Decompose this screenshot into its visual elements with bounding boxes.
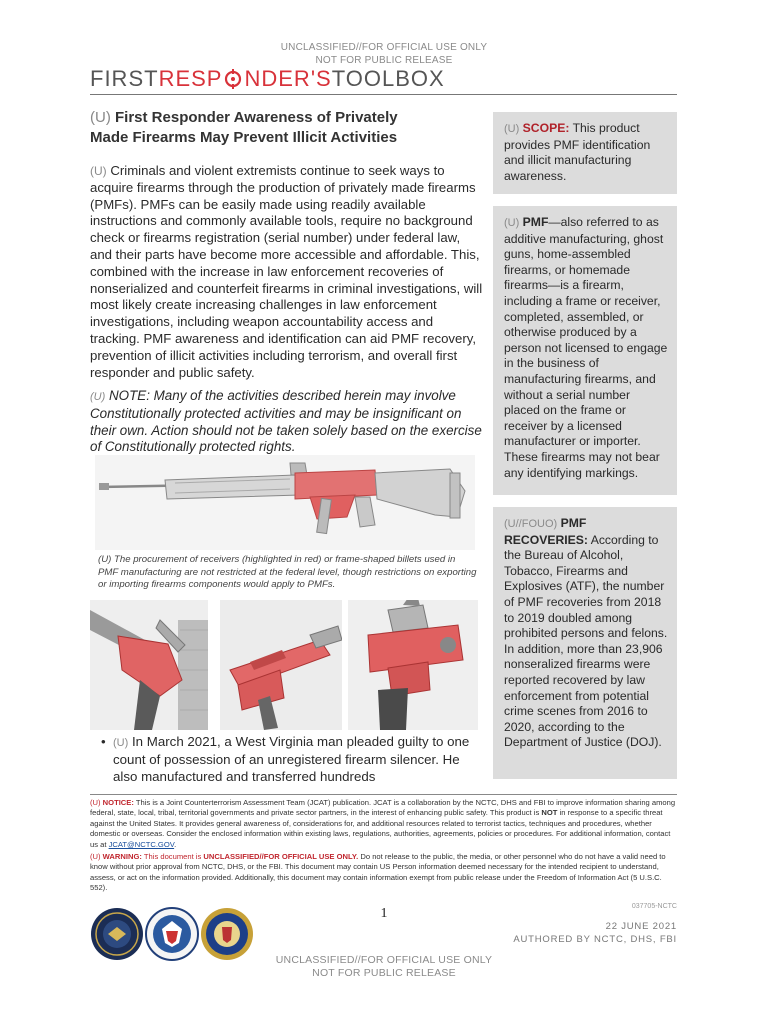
classification-line-bottom: UNCLASSIFIED//FOR OFFICIAL USE ONLY bbox=[275, 954, 493, 966]
title-line-2: Made Firearms May Prevent Illicit Activities bbox=[90, 129, 398, 146]
logo-text-toolbox: TOOLBOX bbox=[331, 66, 445, 91]
toolbox-logo bbox=[90, 66, 445, 92]
caption-text: The procurement of receivers (highlighted in red) or frame-shaped billets used in PMF manufacturing are not restricted at the federal level, though restrictions on exporting or importing firearms components would apply to PMFs. bbox=[98, 554, 477, 590]
classification-banner-bottom bbox=[0, 954, 768, 980]
intro-paragraph bbox=[90, 163, 485, 381]
rifle-image bbox=[95, 455, 475, 550]
scope-marking: (U) bbox=[504, 123, 520, 135]
logo-text-first: FIRST bbox=[90, 66, 159, 91]
note-marking: (U) bbox=[90, 391, 106, 403]
footer-divider bbox=[90, 794, 677, 795]
fbi-seal-icon bbox=[200, 907, 254, 961]
release-line-bottom: NOT FOR PUBLIC RELEASE bbox=[312, 967, 456, 979]
receiver-photo-3 bbox=[348, 600, 478, 730]
title-line-1: First Responder Awareness of Privately bbox=[115, 109, 398, 126]
pmf-definition-box bbox=[493, 206, 677, 495]
authored-by: AUTHORED BY NCTC, DHS, FBI bbox=[513, 934, 677, 945]
classification-line: UNCLASSIFIED//FOR OFFICIAL USE ONLY bbox=[280, 42, 488, 53]
intro-text: Criminals and violent extremists continue to seek ways to acquire firearms through the production of privately made firearms (PMFs). PMFs can be easily made using readily available instructions and commonly available tools, require no background check or firearms registration (serial number) under federal law, and their parts have become more accessible and affordable. This, combined with the increase in law enforcement recoveries of nonserialized and counterfeit firearms in criminal investigations, will most likely create increasing challenges in law enforcement investigations, including weapon accountability access and tracking. PMF awareness and identification can aid PMF recovery, prevention of illicit activities including terrorism, and overall first responder and public safety. bbox=[90, 163, 483, 380]
recoveries-label: PMF RECOVERIES: bbox=[504, 516, 588, 547]
notice-label: NOTICE: bbox=[102, 798, 134, 807]
release-line: NOT FOR PUBLIC RELEASE bbox=[315, 55, 453, 66]
warning-label: WARNING: bbox=[102, 852, 142, 862]
warning-red-text: This document is bbox=[143, 852, 202, 862]
page-title bbox=[90, 108, 480, 148]
caption-marking: (U) bbox=[98, 554, 112, 565]
logo-text-nders: NDER'S bbox=[244, 66, 332, 91]
page-number: 1 bbox=[380, 906, 388, 921]
image-caption bbox=[98, 554, 478, 592]
notice-paragraph: (U) NOTICE: This is a Joint Counterterrorism Assessment Team (JCAT) publication. JCAT is a collaboration by the NCTC, DHS and FBI to improve information sharing among federal, state, local, tribal, territorial governments and private sector partners, in the interest of enhancing public safety. This product is NOT in response to a specific threat against the United States. It provides general awareness of, considerations for, and additional resources related to terrorist tactics, techniques and procedures, whether domestic or overseas. Consider the enclosed information within existing laws, regulations, authorities, agreements, policies or procedures. For additional information, contact us at JCAT@NCTC.GOV. bbox=[90, 798, 676, 849]
note-text: NOTE: Many of the activities described herein may involve Constitutionally protected activities and may be insignificant on their own. Action should not be taken solely based on the exercise of Constitutionally protected rights. bbox=[90, 388, 482, 455]
notice-text-2: in response to a specific threat against the United States. It provides general awareness of, considerations for, and additional resources related to terrorist tactics, techniques and procedures, whether domestic or overseas. Consider the enclosed information within existing laws, regulations, authorities, agreements, policies or procedures. For additional information, contact us at bbox=[90, 808, 671, 849]
receiver-photo-2 bbox=[220, 600, 342, 730]
bullet-marking: (U) bbox=[113, 737, 129, 749]
warning-marking: (U) bbox=[90, 852, 101, 862]
document-code: 037705-NCTC bbox=[631, 903, 677, 910]
warning-text: Do not release to the public, the media, or other personnel who do not have a valid need to know without prior approval from NCTC, DHS, or the FBI. This document may contain US Person information deemed necessary for the intended recipient to understand, assess, or act on the information provided. Additionally, this document may contain information exempt from public release under the Freedom of Information Act (5 U.S.C. 552). bbox=[90, 852, 666, 893]
notice-text-1: This is a Joint Counterterrorism Assessment Team (JCAT) publication. JCAT is a collaboration by the NCTC, DHS and FBI to improve information sharing among federal, state, local, tribal, territorial governments and private sector partners, in the interest of enhancing public safety. This product is bbox=[90, 798, 676, 818]
notice-not: NOT bbox=[541, 808, 558, 818]
note-paragraph bbox=[90, 388, 485, 456]
logo-text-resp: RESP bbox=[158, 66, 223, 91]
notice-marking: (U) bbox=[90, 798, 101, 807]
title-marking: (U) bbox=[90, 109, 111, 126]
dhs-seal-icon bbox=[145, 907, 199, 961]
scope-label: SCOPE: bbox=[522, 121, 570, 135]
pmf-text-block bbox=[504, 215, 669, 481]
pmf-marking: (U) bbox=[504, 217, 520, 229]
pmf-text: —also referred to as additive manufacturing, ghost guns, home-assembled firearms, or homemade firearms—is a firearm, including a frame or receiver, completed, assembled, or otherwise produced by a person not licensed to engage in the business of manufacturing firearms, and without a serial number placed on the frame or receiver by a licensed manufacturer or importer. These firearms may not bear any identifying markings. bbox=[504, 215, 668, 480]
bullet-dot-icon: • bbox=[101, 734, 106, 749]
date-block bbox=[480, 920, 677, 946]
header-divider bbox=[90, 94, 677, 95]
publication-date: 22 JUNE 2021 bbox=[605, 921, 677, 932]
bullet-text: In March 2021, a West Virginia man pleaded guilty to one count of possession of an unregistered firearm silencer. He also manufactured and transferred hundreds bbox=[113, 734, 470, 784]
bullet-item bbox=[101, 734, 483, 785]
pmf-recoveries-box bbox=[493, 507, 677, 779]
warning-paragraph bbox=[90, 852, 680, 894]
pmf-label: PMF bbox=[522, 215, 549, 229]
receiver-photo-1 bbox=[90, 600, 208, 730]
crosshair-icon bbox=[223, 69, 243, 89]
scope-text: This product provides PMF identification and illicit manufacturing awareness. bbox=[504, 121, 651, 183]
intro-marking: (U) bbox=[90, 164, 107, 178]
recoveries-text-block bbox=[504, 516, 669, 751]
scope-box bbox=[493, 112, 677, 194]
warning-classification: UNCLASSIFIED//FOR OFFICIAL USE ONLY. bbox=[203, 852, 359, 862]
footer-notices bbox=[90, 798, 680, 896]
scope-text-block bbox=[504, 121, 669, 184]
contact-email-link[interactable]: JCAT@NCTC.GOV bbox=[108, 839, 175, 849]
dni-seal-icon bbox=[90, 907, 144, 961]
recoveries-marking: (U//FOUO) bbox=[504, 518, 558, 530]
classification-banner-top bbox=[0, 41, 768, 67]
recoveries-text: According to the Bureau of Alcohol, Tobacco, Firearms and Explosives (ATF), the number of PMF recoveries from 2018 to 2019 doubled among prohibited persons and felons. In addition, more than 23,906 nonseralized firearms were reported recovered by law enforcement from potential crime scenes from 2016 to 2020, according to the Department of Justice (DOJ). bbox=[504, 532, 668, 750]
